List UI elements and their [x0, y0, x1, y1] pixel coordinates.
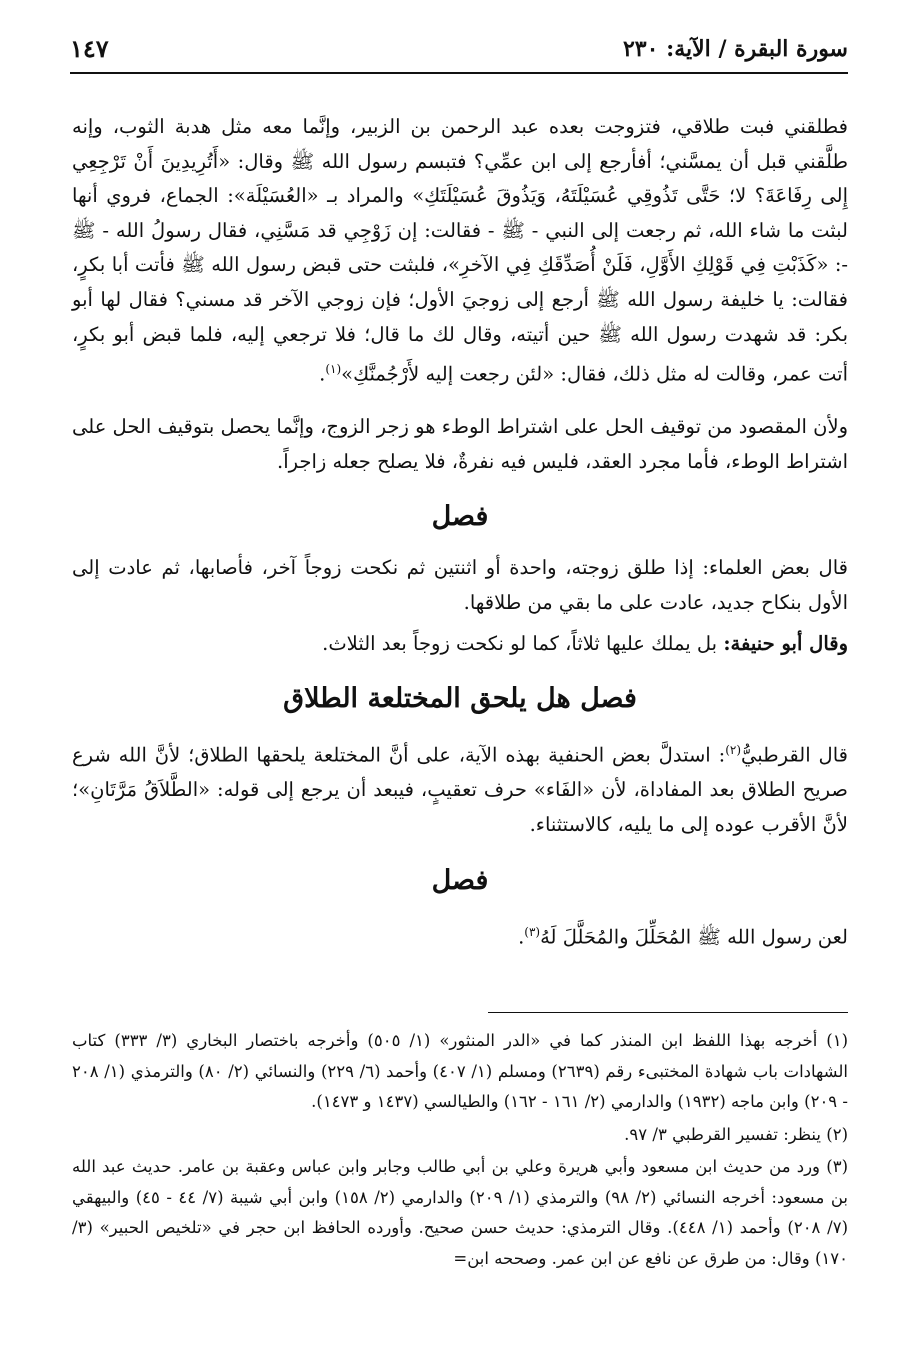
footnote-3: (٣) ورد من حديث ابن مسعود وأبي هريرة وعلي بن أبي طالب وجابر وابن عباس وعقبة بن عامر. حديث عبد الله بن مسعود: أخرجه النسائي (٢/ ٩٨) والترمذي (١/ ٢٠٩) والدارمي (٢/ ١٥٨) وابن أبي شيبة (٧/ ٤٤ - ٤٥) والبيهقي (٧/ ٢٠٨) وأحمد (١/ ٤٤٨). وقال الترمذي: حديث حسن صحيح. وأورده الحافظ ابن حجر في «تلخيص الحبير» (٣/ ١٧٠) وقال: من طرق عن نافع عن ابن عمر. وصححه ابن= [72, 1157, 848, 1268]
abu-hanifa-lead: وقال أبو حنيفة: [723, 631, 848, 655]
curse-end: . [518, 925, 525, 948]
section-heading-3: فصل [431, 864, 489, 896]
section-heading-2: فصل هل يلحق المختلعة الطلاق [283, 683, 637, 715]
main-text [72, 110, 848, 973]
paragraph-qurtubi [72, 733, 848, 842]
section-heading-1: فصل [431, 501, 489, 533]
footnote-ref-1: (١) [325, 362, 342, 377]
footnote-divider [488, 1012, 848, 1013]
paragraph-hadith: فطلقني فبت طلاقي، فتزوجت بعده عبد الرحمن بن الزبير، وإنَّما معه مثل هدبة الثوب، وإنه طلَّقني قبل أن يمسَّني؛ أفأرجع إلى ابن عمِّي؟ فتبسم رسول الله ﷺ وقال: «أَتُرِيدِينَ أَنْ تَرْجِعِي إِلى رِفَاعَةَ؟ لا؛ حَتَّى تَذُوقِي عُسَيْلَتَهُ، وَيَذُوقَ عُسَيْلَتَكِ» والمراد بـ «العُسَيْلَة»: الجماع، فروي أنها لبثت ما شاء الله، ثم رجعت إلى النبي - ﷺ - فقالت: إن زَوْجِي قد مَسَّنِي، فقال رسولُ الله - ﷺ -: «كَذَبْتِ فِي قَوْلِكِ الأَوَّلِ، فَلَنْ أُصَدِّقَكِ فِي الآخرِ»، فلبثت حتى قبض رسول الله ﷺ فأتت أبا بكرٍ، فقالت: يا خليفة رسول الله ﷺ أرجع إلى زوجيَ الأول؛ فإن زوجي الآخر قد مسني؟ فقال لها أبو بكر: قد شهدت رسول الله ﷺ حين أتيته، وقال لك ما قال؛ فلا ترجعي إليه، فلما قبض أبو بكرٍ، أتت عمر، وقالت له مثل ذلك، فقال: «لئن رجعت إليه لأَرْجُمنَّكِ»$^{(١)}$. [72, 115, 848, 386]
paragraph-abu-hanifa [72, 627, 848, 662]
paragraph-reasoning: ولأن المقصود من توقيف الحل على اشتراط الوطء هو زجر الزوج، وإنَّما يحصل بتوقيف الحل على اشتراط الوطء، فأما مجرد العقد، فليس فيه نفرةٌ، فلا يصلح جعله زاجراً. [72, 415, 848, 473]
paragraph-text: فطلقني فبت طلاقي، فتزوجت بعده عبد الرحمن بن الزبير، وإنَّما معه مثل هدبة الثوب، وإنه طلَّقني قبل أن يمسَّني؛ أفأرجع إلى ابن عمِّي؟ فتبسم رسول الله ﷺ وقال: «أَتُرِيدِينَ أَنْ تَرْجِعِي إِلى رِفَاعَةَ؟ لا؛ حَتَّى تَذُوقِي عُسَيْلَتَهُ، وَيَذُوقَ عُسَيْلَتَكِ» والمراد بـ «العُسَيْلَة»: الجماع، فروي أنها لبثت ما شاء الله، ثم رجعت إلى النبي - ﷺ - فقالت: إن زَوْجِي قد مَسَّنِي، فقال رسولُ الله - ﷺ -: «كَذَبْتِ فِي قَوْلِكِ الأَوَّلِ، فَلَنْ أُصَدِّقَكِ فِي الآخرِ»، فلبثت حتى قبض رسول الله ﷺ فأتت أبا بكرٍ، فقالت: يا خليفة رسول الله ﷺ أرجع إلى زوجيَ الأول؛ فإن زوجي الآخر قد مسني؟ فقال لها أبو بكر: قد شهدت رسول الله ﷺ حين أتيته، وقال لك ما قال؛ فلا ترجعي إليه، فلما قبض أبو بكرٍ، أتت عمر، وقالت له مثل ذلك، فقال: «لئن رجعت إليه لأَرْجُمنَّكِ» [72, 115, 848, 386]
paragraph-scholars: قال بعض العلماء: إذا طلق زوجته، واحدة أو اثنتين ثم نكحت زوجاً آخر، فأصابها، ثم عادت إلى الأول بنكاح جديد، عادت على ما بقي من طلاقها. [72, 556, 848, 615]
curse-text: لعن رسول الله ﷺ المُحَلِّلَ والمُحَلَّلَ لَهُ [540, 925, 848, 948]
qurtubi-text: : استدلَّ بعض الحنفية بهذه الآية، على أنَّ المختلعة يلحقها الطلاق؛ لأنَّ الله شرع صريح الطلاق بعد المفاداة، لأن «الفَاء» حرف تعقيبٍ، فيبعد أن يرجع إلى قوله: «الطَّلاَقُ مَرَّتَانِ»؛ لأنَّ الأقرب عوده إلى ما يليه، كالاستثناء. [72, 743, 848, 836]
footnote-2: (٢) ينظر: تفسير القرطبي ٣/ ٩٧. [624, 1124, 848, 1144]
abu-hanifa-text: بل يملك عليها ثلاثاً، كما لو نكحت زوجاً بعد الثلاث. [322, 631, 718, 655]
footnotes [72, 1026, 848, 1276]
running-title: سورة البقرة / الآية: ٢٣٠ [622, 36, 848, 62]
paragraph-curse [72, 915, 848, 955]
footnote-ref-3: (٣) [524, 924, 541, 939]
page-number: ١٤٧ [70, 34, 109, 63]
qurtubi-lead: قال القرطبيُّ [741, 743, 848, 767]
footnote-1: (١) أخرجه بهذا اللفظ ابن المنذر كما في «الدر المنثور» (١/ ٥٠٥) وأخرجه باختصار البخاري (٣/ ٣٣٣) كتاب الشهادات باب شهادة المختبىء رقم (٢٦٣٩) ومسلم (١/ ٤٠٧) وأحمد (٦/ ٢٢٩) والنسائي (٢/ ٨٠) والترمذي (١/ ٢٠٨ - ٢٠٩) وابن ماجه (١٩٣٢) والدارمي (٢/ ١٦١ - ١٦٢) والطيالسي (١٤٣٧ و ١٤٧٣). [72, 1031, 849, 1111]
page-header [70, 32, 848, 74]
footnote-ref-2: (٢) [725, 743, 742, 758]
